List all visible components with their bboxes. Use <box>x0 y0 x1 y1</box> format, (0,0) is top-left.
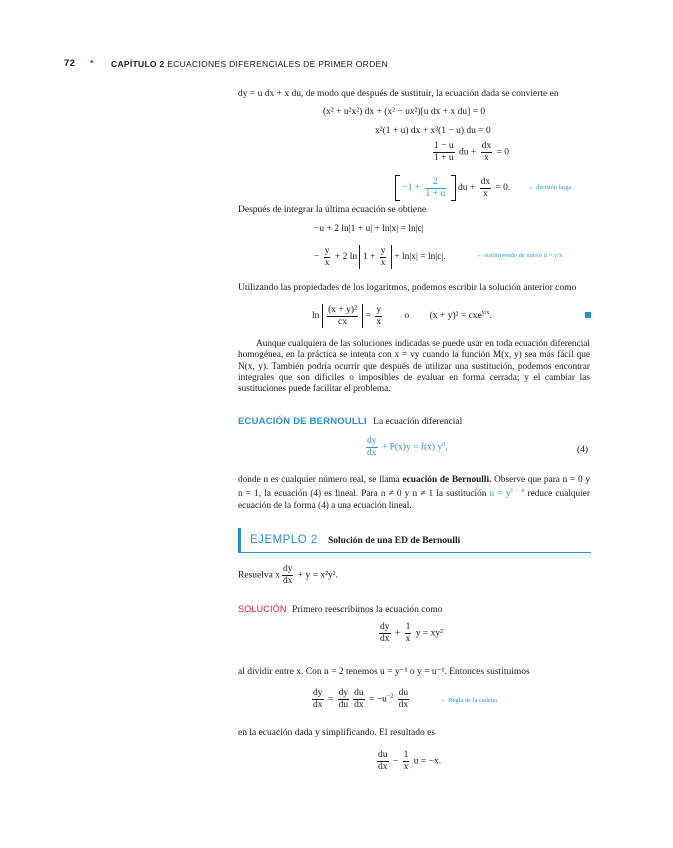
header-bullet: • <box>90 57 94 68</box>
fraction: $\frac{y}{x}$ <box>376 304 382 327</box>
example-label: EJEMPLO 2 <box>250 534 318 546</box>
fraction: $\frac{dy}{du}$ <box>338 688 349 710</box>
equation-2: x²(1 + u) dx + x³(1 − u) du = 0 <box>375 126 491 136</box>
solution-text: Primero reescribimos la ecuación como <box>291 605 443 615</box>
chain-rule-equation: $\frac{dy}{dx}$ = $\frac{dy}{du}$ $\frac{du}{dx}$ = $-u^{-2}$ $\frac{du}{dx}$ <box>313 688 409 710</box>
note-back-substitution: ← sustituyendo de nuevo u = y/x <box>476 252 563 259</box>
abs-bar <box>322 304 323 328</box>
fraction: $\frac{dy}{dx}$ <box>380 622 390 644</box>
fraction: $\frac{dy}{dx}$ <box>282 564 293 586</box>
note-long-division: ← división larga <box>528 184 572 191</box>
fraction: $\frac{\text{(x + y)²}}{cx}$ <box>328 304 357 327</box>
bernoulli-lead: La ecuación diferencial <box>373 417 463 427</box>
final-solution: ln $\frac{\text{(x + y)²}}{cx}$ = $\frac{y}{x}$ o (x + y)² = cxe$^{y/x}$. <box>312 304 492 327</box>
equation-4: −1 + $\frac{2}{1 + u}$ du + $\frac{dx}{x}$ = 0. <box>395 175 510 201</box>
bernoulli-heading: ECUACIÓN DE BERNOULLI <box>238 416 367 427</box>
fraction: $\frac{dy}{dx}$ <box>367 436 377 458</box>
fraction: $\frac{y}{x}$ <box>324 245 330 268</box>
paragraph-homogeneous: Aunque cualquiera de las soluciones indicadas se puede usar en toda ecuación diferencial homogénea, en la práctica se intenta con x = vy cuando la función M(x, y) sea más fácil que N(x, y). También podría ocurrir que después de utilizar una sustitución, podemos encontrar integrales que son difíciles o imposibles de evaluar en forma cerrada; y el cambiar las sustituciones puede facilitar el problema. <box>238 339 590 395</box>
chapter-title: ECUACIONES DIFERENCIALES DE PRIMER ORDEN <box>167 59 388 69</box>
equation-number-4: (4) <box>577 445 589 455</box>
abs-bar <box>391 245 392 269</box>
example-title: Solución de una ED de Bernoulli <box>328 536 461 546</box>
intro-line: dy = u dx + x du, de modo que después de sustituir, la ecuación dada se convierte en <box>238 89 559 99</box>
fraction: $\frac{1}{x}$ <box>405 622 411 644</box>
result-equation: $\frac{du}{dx}$ − $\frac{1}{x}$ u = −x. <box>378 750 442 772</box>
end-of-example-square <box>585 312 591 318</box>
fraction: $\frac{dy}{dx}$ <box>313 688 323 710</box>
page-number: 72 <box>64 58 76 69</box>
fraction: $\frac{du}{dx}$ <box>378 750 388 772</box>
integrate-line: Después de integrar la última ecuación se obtiene <box>238 205 427 215</box>
fraction: $\frac{dx}{x}$ <box>481 141 492 163</box>
abs-bar <box>359 245 360 269</box>
example-banner-accent <box>238 528 241 553</box>
example-banner <box>238 528 591 553</box>
log-line: Utilizando las propiedades de los logaritmos, podemos escribir la solución anterior como <box>238 283 577 293</box>
left-bracket <box>395 175 400 201</box>
integral-result-2: − $\frac{y}{x}$ + 2 ln 1 + $\frac{y}{x}$ + ln|x| = ln|c|. <box>314 245 446 268</box>
fraction: $\frac{du}{dx}$ <box>354 688 364 710</box>
integral-result-1: −u + 2 ln|1 + u| + ln|x| = ln|c| <box>314 224 424 234</box>
paragraph-bernoulli: donde n es cualquier número real, se llama ecuación de Bernoulli. Observe que para n = 0 y n = 1, la ecuación (4) es lineal. Para n ≠ 0 y n ≠ 1 la sustitución $u = y^{1 - n}$ reduce cualquier ecuación de la forma (4) a una ecuación lineal. <box>238 475 591 511</box>
solution-label: SOLUCIÓN <box>238 604 287 614</box>
equation-1: (x² + u²x²) dx + (x² − ux²)[u dx + x du] = 0 <box>323 107 486 117</box>
bernoulli-heading-line <box>238 416 462 427</box>
fraction: $\frac{y}{x}$ <box>380 245 386 268</box>
abs-bar <box>362 304 363 328</box>
fraction: $\frac{du}{dx}$ <box>398 688 409 710</box>
note-chain-rule: ← Regla de la cadena <box>440 697 498 704</box>
bernoulli-equation: $\frac{dy}{dx}$ + P(x)y = f(x) $y^n$, <box>367 436 448 458</box>
equation-3: $\frac{1 - u}{1 + u}$ du + $\frac{dx}{x}$ = 0 <box>434 141 509 163</box>
chapter-label: CAPÍTULO 2 <box>111 59 165 69</box>
chapter-header <box>111 59 388 69</box>
fraction: $\frac{dx}{x}$ <box>480 176 491 199</box>
simplify-line: en la ecuación dada y simplificando. El resultado es <box>238 728 436 738</box>
fraction: $\frac{1}{x}$ <box>403 750 409 772</box>
solution-line <box>238 604 442 615</box>
divide-line: al dividir entre x. Con n = 2 tenemos u = y⁻¹ o y = u⁻¹. Entonces sustituimos <box>238 667 530 677</box>
solve-statement: Resuelva x $\frac{dy}{dx}$ + y = x²y². <box>238 564 338 586</box>
right-bracket <box>451 175 456 201</box>
fraction: $\frac{2}{1 + u}$ <box>425 176 446 199</box>
fraction: $\frac{1 - u}{1 + u}$ <box>434 141 454 163</box>
rewritten-equation: $\frac{dy}{dx}$ + $\frac{1}{x}$ y = xy² <box>380 622 443 644</box>
